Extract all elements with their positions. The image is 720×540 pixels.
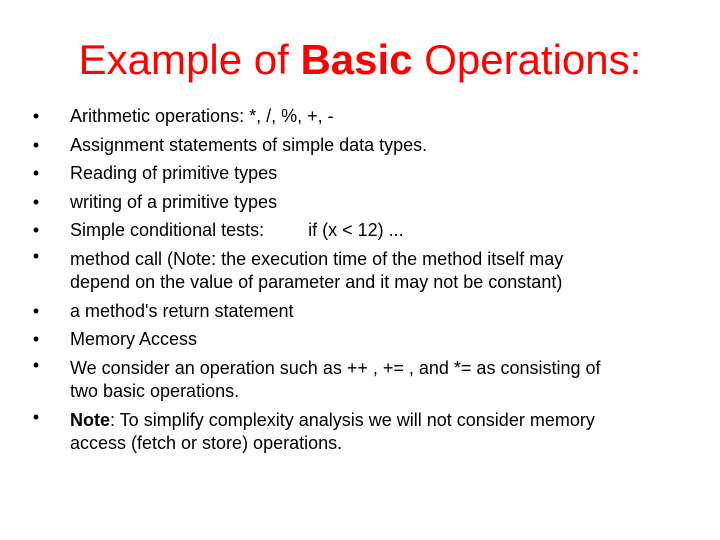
bullet-text: a method's return statement	[70, 300, 294, 321]
bullet-text: Arithmetic operations: *, /, %, +, -	[70, 106, 334, 126]
note-text: : To simplify complexity analysis we will not consider memory	[110, 409, 595, 430]
bullet-dot-icon: •	[32, 134, 40, 155]
bullet-item-assignment	[30, 131, 670, 160]
bullet-item-return	[30, 297, 670, 326]
bullet-dot-icon: •	[32, 354, 40, 375]
bullet-text-line-2: access (fetch or store) operations.	[70, 432, 343, 453]
bullet-text	[70, 216, 670, 245]
bullet-item-writing	[30, 188, 670, 217]
bullet-dot-icon: •	[32, 163, 40, 183]
bullet-item-method-call	[30, 245, 670, 297]
bullet-item-note	[30, 406, 670, 458]
bullet-text-line-2: depend on the value of parameter and it may not be constant)	[70, 271, 563, 292]
bullet-text-line-1: We consider an operation such as ++ , += , and *= as consisting of	[70, 357, 601, 378]
bullet-text-line-1: method call (Note: the execution time of the method itself may	[70, 248, 564, 269]
bullet-text-line-2: two basic operations.	[70, 380, 240, 401]
bullet-text: writing of a primitive types	[70, 191, 278, 212]
conditional-code: if (x < 12) ...	[308, 220, 404, 240]
bullet-text: Reading of primitive types	[70, 163, 278, 183]
bullet-text: Memory Access	[70, 329, 198, 349]
title-emphasis: Basic	[300, 36, 413, 83]
bullet-dot-icon: •	[32, 106, 40, 126]
slide-title	[0, 36, 720, 84]
bullet-dot-icon: •	[32, 245, 40, 266]
bullet-dot-icon: •	[32, 329, 40, 349]
note-label: Note	[70, 409, 110, 430]
bullet-item-arithmetic	[30, 102, 670, 131]
bullet-text-line-1	[70, 409, 670, 432]
bullet-dot-icon: •	[32, 220, 40, 240]
bullet-item-conditional	[30, 216, 670, 245]
bullet-dot-icon: •	[32, 300, 40, 321]
title-prefix: Example of	[78, 36, 301, 83]
bullet-dot-icon: •	[32, 406, 40, 427]
bullet-item-memory-access	[30, 325, 670, 354]
bullet-item-reading	[30, 159, 670, 188]
bullet-item-compound-ops	[30, 354, 670, 406]
bullet-dot-icon: •	[32, 191, 40, 212]
bullet-text: Assignment statements of simple data types.	[70, 134, 428, 155]
title-suffix: Operations:	[412, 36, 642, 83]
bullet-list	[30, 102, 670, 458]
conditional-lead: Simple conditional tests:	[70, 220, 265, 240]
